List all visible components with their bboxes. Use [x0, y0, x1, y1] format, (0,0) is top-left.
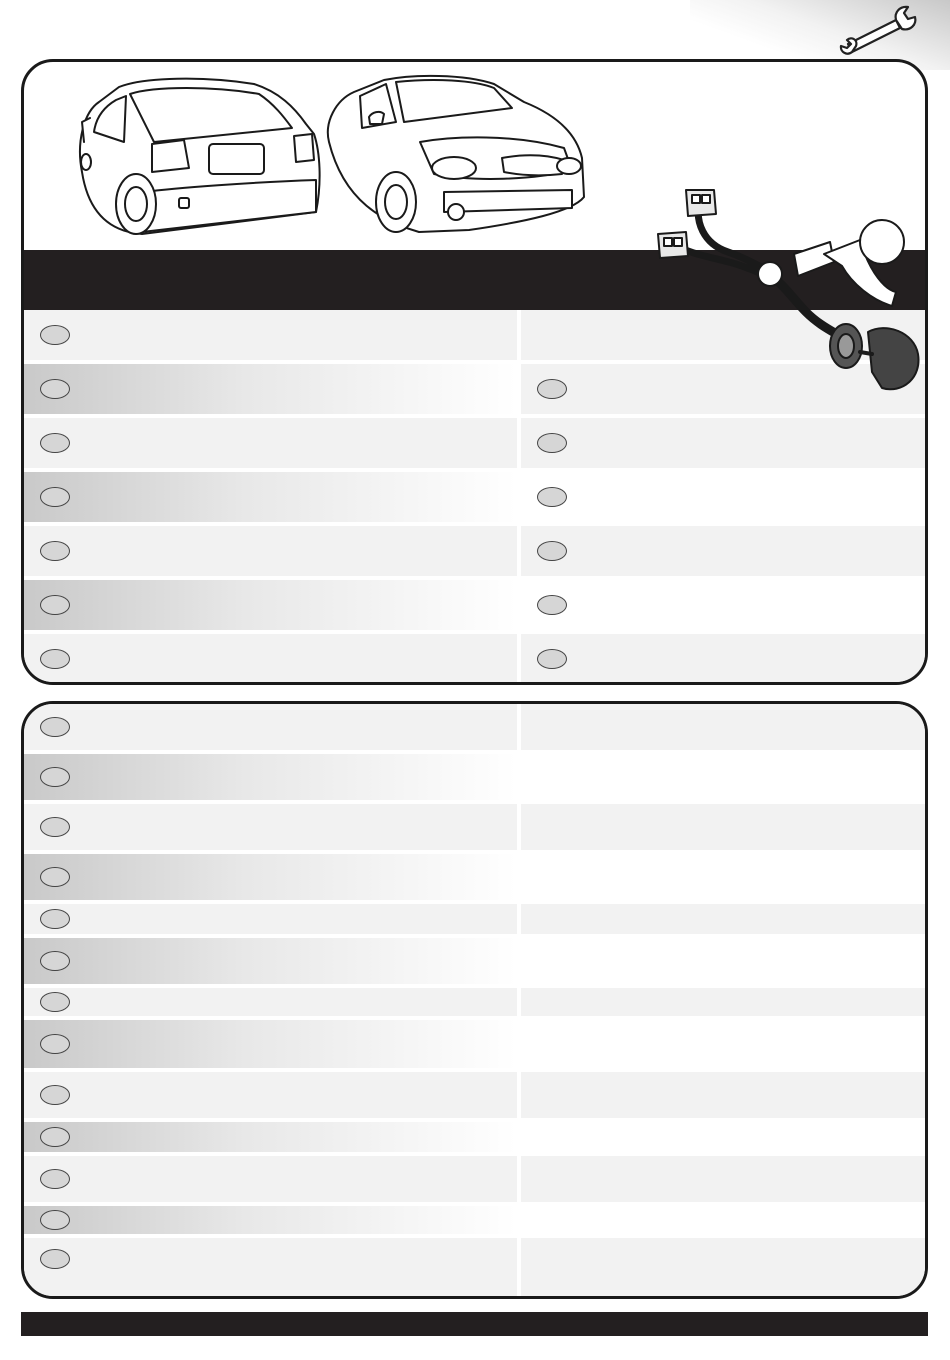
row-1	[24, 704, 517, 750]
row-2	[24, 754, 517, 800]
parts-row-right-4	[521, 472, 925, 522]
row-3-right	[521, 804, 925, 850]
wrench-icon	[838, 4, 922, 56]
parts-row-right-5	[521, 526, 925, 576]
footer-bar	[21, 1312, 928, 1336]
number-badge	[40, 951, 70, 971]
car-rear-view-illustration	[80, 79, 320, 234]
number-badge	[537, 541, 567, 561]
number-badge	[40, 325, 70, 345]
row-12	[24, 1206, 517, 1234]
row-7	[24, 988, 517, 1016]
row-13	[24, 1238, 517, 1296]
number-badge	[40, 992, 70, 1012]
row-6-right	[521, 938, 925, 984]
row-8	[24, 1020, 517, 1068]
parts-row-right-6	[521, 580, 925, 630]
parts-row-6	[24, 580, 517, 630]
top-panel	[21, 59, 928, 685]
number-badge	[40, 487, 70, 507]
row-9	[24, 1072, 517, 1118]
number-badge	[40, 541, 70, 561]
number-badge	[40, 767, 70, 787]
parts-row-3	[24, 418, 517, 468]
parts-row-4	[24, 472, 517, 522]
number-badge	[40, 649, 70, 669]
parts-row-1	[24, 310, 517, 360]
towbar-wiring-kit-illustration	[634, 182, 928, 422]
row-1-right	[521, 704, 925, 750]
parts-row-right-7	[521, 634, 925, 685]
number-badge	[40, 1210, 70, 1230]
row-5	[24, 904, 517, 934]
number-badge	[40, 717, 70, 737]
number-badge	[40, 909, 70, 929]
parts-row-5	[24, 526, 517, 576]
row-2-right	[521, 754, 925, 800]
parts-row-7	[24, 634, 517, 685]
number-badge	[537, 595, 567, 615]
number-badge	[40, 433, 70, 453]
row-6	[24, 938, 517, 984]
row-10	[24, 1122, 517, 1152]
car-front-view-illustration	[328, 76, 584, 232]
parts-row-2	[24, 364, 517, 414]
number-badge	[40, 1169, 70, 1189]
row-10-right	[521, 1122, 925, 1152]
number-badge	[40, 379, 70, 399]
row-9-right	[521, 1072, 925, 1118]
number-badge	[537, 433, 567, 453]
row-4-right	[521, 854, 925, 900]
row-11-right	[521, 1156, 925, 1202]
number-badge	[40, 595, 70, 615]
number-badge	[40, 817, 70, 837]
number-badge	[40, 867, 70, 887]
number-badge	[537, 487, 567, 507]
number-badge	[537, 649, 567, 669]
number-badge	[40, 1034, 70, 1054]
number-badge	[40, 1085, 70, 1105]
row-5-right	[521, 904, 925, 934]
row-12-right	[521, 1206, 925, 1234]
bottom-panel	[21, 701, 928, 1299]
row-4	[24, 854, 517, 900]
row-11	[24, 1156, 517, 1202]
row-7-right	[521, 988, 925, 1016]
row-3	[24, 804, 517, 850]
parts-row-right-3	[521, 418, 925, 468]
row-8-right	[521, 1020, 925, 1068]
number-badge	[537, 379, 567, 399]
number-badge	[40, 1127, 70, 1147]
number-badge	[40, 1249, 70, 1269]
row-13-right	[521, 1238, 925, 1296]
